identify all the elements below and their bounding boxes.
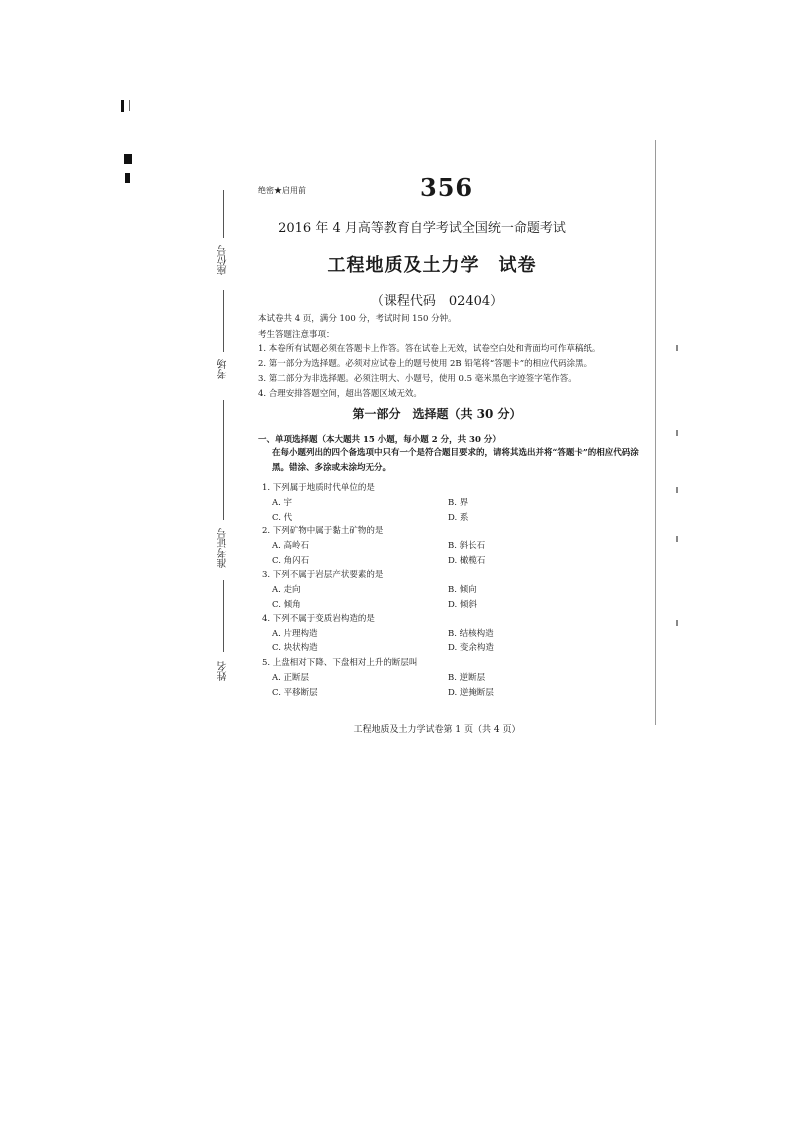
option-a: A. 走向 (272, 585, 301, 595)
section-description: 在每小题列出的四个备选项中只有一个是符合题目要求的，请将其选出并将“答题卡”的相应代码涂黑。错涂、多涂或未涂均无分。 (272, 448, 639, 473)
option-d: D. 变余构造 (448, 643, 494, 653)
exam-title: 2016 年 4 月高等教育自学考试全国统一命题考试 (278, 221, 566, 236)
question-stem: 3. 下列不属于岩层产状要素的是 (262, 570, 384, 580)
option-d: D. 橄榄石 (448, 556, 486, 566)
option-b: B. 界 (448, 498, 469, 508)
scan-mark (125, 173, 130, 183)
scan-speck (676, 430, 678, 436)
page-footer: 工程地质及土力学试卷第 1 页（共 4 页） (353, 725, 521, 735)
note-item: 3. 第二部分为非选择题。必须注明大、小题号，使用 0.5 毫米黑色字迹签字笔作答。 (258, 374, 577, 384)
option-b: B. 结核构造 (448, 629, 494, 639)
confidential-label: 绝密★启用前 (258, 186, 306, 195)
exam-room-label: 考场 (218, 359, 229, 379)
option-a: A. 高岭石 (272, 541, 310, 551)
paper-title: 工程地质及土力学 试卷 (327, 255, 537, 276)
option-b: B. 逆断层 (448, 673, 486, 683)
part-title: 第一部分 选择题（共 30 分） (352, 407, 522, 421)
fill-line (223, 580, 224, 652)
option-c: C. 代 (272, 513, 293, 523)
note-item: 1. 本卷所有试题必须在答题卡上作答。答在试卷上无效，试卷空白处和背面均可作草稿纸。 (258, 344, 601, 354)
admission-number-field (212, 400, 236, 580)
paper-info: 本试卷共 4 页，满分 100 分，考试时间 150 分钟。 (258, 314, 457, 324)
option-b: B. 斜长石 (448, 541, 486, 551)
question-stem: 4. 下列不属于变质岩构造的是 (262, 614, 375, 624)
option-c: C. 块状构造 (272, 643, 318, 653)
name-label: 姓名 (218, 661, 229, 681)
option-c: C. 平移断层 (272, 688, 318, 698)
paper-code-number: 356 (420, 173, 474, 202)
scan-speck (676, 487, 678, 493)
scan-speck (676, 345, 678, 351)
note-item: 4. 合理安排答题空间，超出答题区域无效。 (258, 389, 422, 399)
option-d: D. 系 (448, 513, 469, 523)
option-d: D. 逆掩断层 (448, 688, 494, 698)
option-b: B. 倾向 (448, 585, 477, 595)
notes-list (258, 342, 600, 402)
scan-speck (676, 620, 678, 626)
note-item: 2. 第一部分为选择题。必须对应试卷上的题号使用 2B 铅笔将“答题卡”的相应代码涂黑。 (258, 359, 593, 369)
scan-mark (124, 154, 132, 164)
option-a: A. 正断层 (272, 673, 310, 683)
option-c: C. 角闪石 (272, 556, 310, 566)
option-a: A. 宇 (272, 498, 293, 508)
notes-heading: 考生答题注意事项： (258, 330, 335, 340)
name-field (212, 580, 236, 690)
question-stem: 1. 下列属于地质时代单位的是 (262, 483, 375, 493)
scan-mark (121, 100, 124, 112)
option-c: C. 倾角 (272, 600, 301, 610)
admission-number-label: 准考证号 (218, 528, 229, 568)
question-stem: 2. 下列矿物中属于黏土矿物的是 (262, 526, 384, 536)
option-a: A. 片理构造 (272, 629, 318, 639)
section-heading: 一、单项选择题（本大题共 15 小题，每小题 2 分，共 30 分） (258, 435, 501, 445)
scan-speck (676, 536, 678, 542)
option-d: D. 倾斜 (448, 600, 477, 610)
seat-number-label: 座位号 (218, 245, 229, 276)
question-stem: 5. 上盘相对下降、下盘相对上升的断层叫 (262, 658, 418, 668)
course-code: （课程代码 02404） (370, 294, 504, 309)
scan-mark (129, 100, 130, 111)
